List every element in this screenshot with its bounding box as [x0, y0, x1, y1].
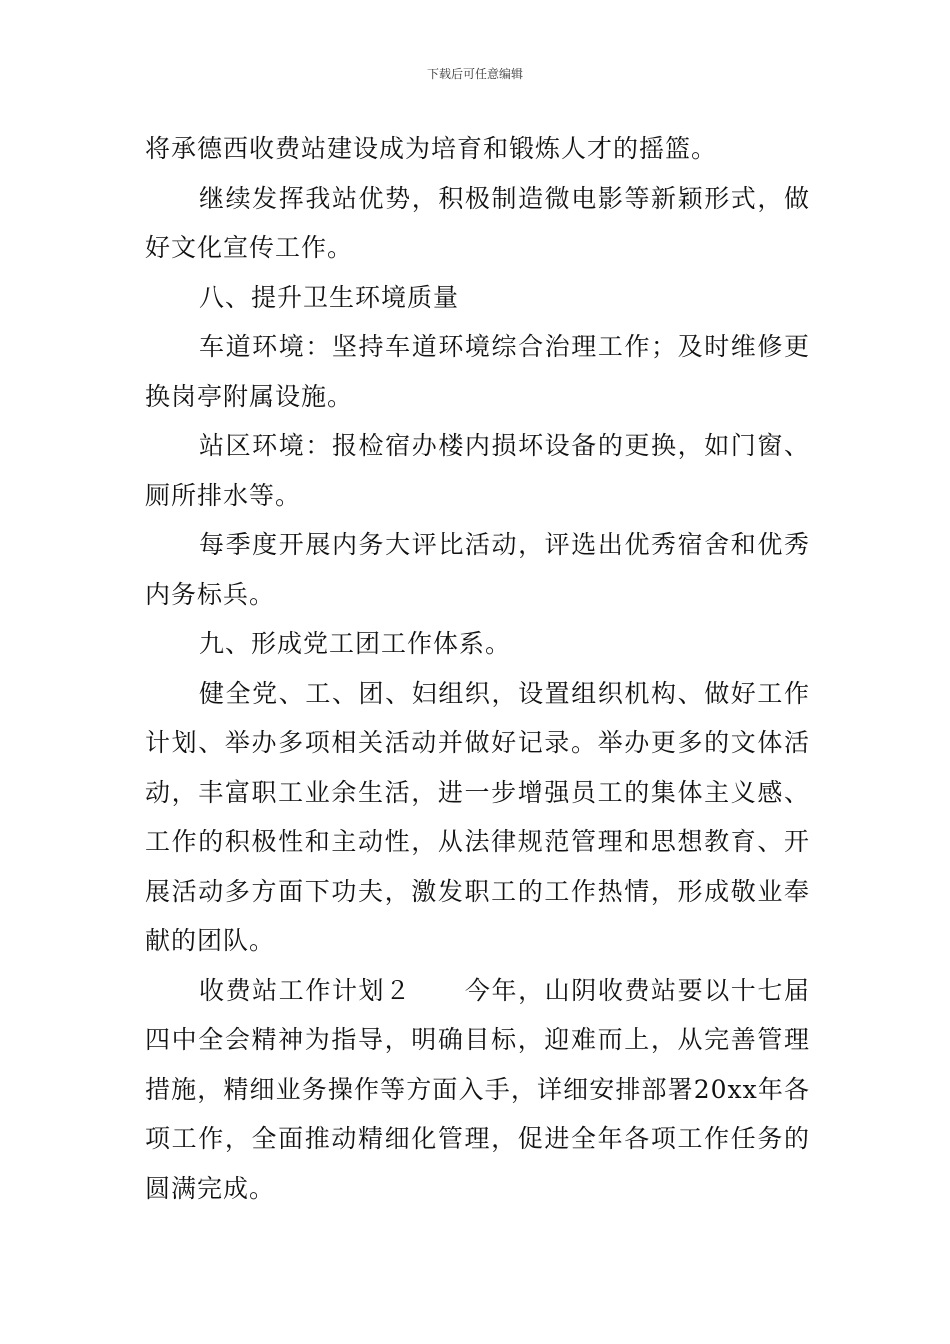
paragraph-lane-environment: 车道环境：坚持车道环境综合治理工作；及时维修更换岗亭附属设施。	[145, 332, 810, 411]
section-heading-8: 八、提升卫生环境质量	[199, 282, 460, 312]
paragraph-organization: 健全党、工、团、妇组织，设置组织机构、做好工作计划、举办多项相关活动并做好记录。举办更多的文体活动，丰富职工业余生活，进一步增强员工的集体主义感、工作的积极性和主动性，从法律规范管理和思想教育、开展活动多方面下功夫，激发职工的工作热情，形成敬业奉献的团队。	[145, 678, 810, 955]
paragraph-station-environment: 站区环境：报检宿办楼内损坏设备的更换，如门窗、厕所排水等。	[145, 431, 810, 510]
paragraph-plan-2: 收费站工作计划２ 今年，山阴收费站要以十七届四中全会精神为指导，明确目标，迎难而上，从完善管理措施，精细业务操作等方面入手，详细安排部署20xx年各项工作，全面推动精细化管理，促进全年各项工作任务的圆满完成。	[145, 975, 810, 1203]
paragraph-2: 继续发挥我站优势，积极制造微电影等新颖形式，做好文化宣传工作。	[145, 183, 810, 262]
document-body	[145, 124, 810, 1213]
paragraph-quarterly-review: 每季度开展内务大评比活动，评选出优秀宿舍和优秀内务标兵。	[145, 530, 810, 609]
paragraph-1: 将承德西收费站建设成为培育和锻炼人才的摇篮。	[145, 134, 718, 163]
section-heading-9: 九、形成党工团工作体系。	[199, 629, 512, 658]
page-header-note: 下载后可任意编辑	[426, 67, 523, 81]
